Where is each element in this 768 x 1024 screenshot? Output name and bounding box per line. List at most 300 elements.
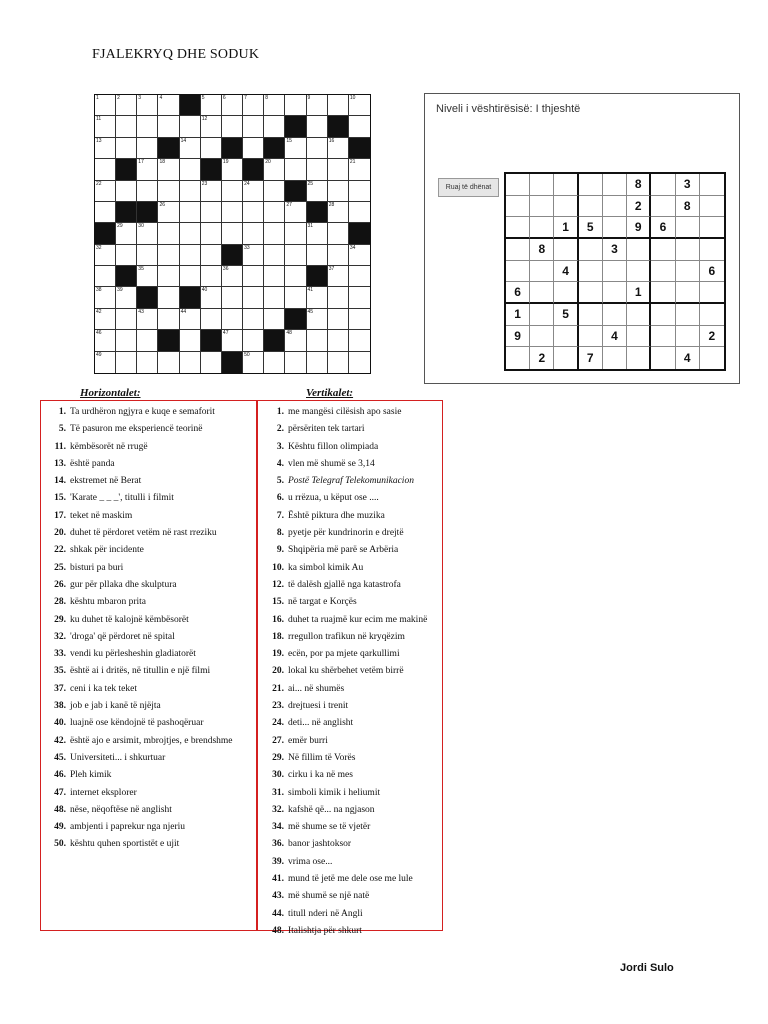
clue-text: ceni i ka tek teket bbox=[70, 683, 137, 694]
crossword-cell[interactable] bbox=[328, 202, 349, 223]
crossword-cell[interactable] bbox=[264, 159, 285, 180]
sudoku-cell[interactable] bbox=[506, 261, 530, 283]
sudoku-cell[interactable] bbox=[676, 282, 700, 304]
crossword-cell[interactable] bbox=[349, 330, 370, 351]
clue-text: më shume se të vjetër bbox=[288, 822, 371, 833]
clue-text: teket në maskim bbox=[70, 510, 133, 521]
crossword-block bbox=[201, 159, 222, 180]
crossword-cell[interactable] bbox=[137, 245, 158, 266]
crossword-cell[interactable] bbox=[285, 138, 306, 159]
crossword-cell[interactable] bbox=[180, 352, 201, 373]
crossword-cell[interactable] bbox=[137, 116, 158, 137]
clue-text: 'Karate _ _ _', titulli i filmit bbox=[70, 493, 174, 504]
crossword-clue-number: 50 bbox=[244, 351, 250, 358]
crossword-clue-number: 2 bbox=[117, 95, 120, 101]
sudoku-cell[interactable] bbox=[651, 196, 675, 218]
sudoku-cell[interactable] bbox=[530, 196, 554, 218]
sudoku-cell[interactable] bbox=[603, 304, 627, 326]
clue-number: 45. bbox=[54, 752, 66, 763]
clue-text: më shumë se një natë bbox=[288, 891, 370, 902]
crossword-cell[interactable] bbox=[201, 352, 222, 373]
crossword-cell[interactable] bbox=[116, 352, 137, 373]
sudoku-cell[interactable] bbox=[651, 174, 675, 196]
sudoku-cell[interactable] bbox=[651, 347, 675, 369]
crossword-cell[interactable] bbox=[222, 266, 243, 287]
crossword-cell[interactable] bbox=[222, 181, 243, 202]
crossword-cell[interactable] bbox=[328, 223, 349, 244]
crossword-cell[interactable] bbox=[328, 245, 349, 266]
crossword-cell[interactable] bbox=[180, 330, 201, 351]
vertical-clues-heading: Vertikalet: bbox=[306, 387, 354, 399]
crossword-cell[interactable] bbox=[222, 223, 243, 244]
sudoku-cell[interactable] bbox=[651, 326, 675, 348]
crossword-block bbox=[349, 223, 370, 244]
sudoku-cell[interactable] bbox=[700, 282, 724, 304]
clue-text: kafshë që... na ngjason bbox=[288, 804, 375, 815]
clue-number: 18. bbox=[272, 631, 284, 642]
crossword-cell[interactable] bbox=[285, 202, 306, 223]
clue-item bbox=[45, 473, 253, 490]
crossword-cell[interactable] bbox=[328, 138, 349, 159]
crossword-cell[interactable] bbox=[264, 352, 285, 373]
clue-number: 47. bbox=[54, 787, 66, 798]
clue-number: 49. bbox=[54, 822, 66, 833]
sudoku-cell[interactable] bbox=[579, 261, 603, 283]
sudoku-cell[interactable] bbox=[700, 217, 724, 239]
clue-number: 46. bbox=[54, 770, 66, 781]
crossword-cell[interactable] bbox=[328, 309, 349, 330]
sudoku-cell[interactable] bbox=[530, 174, 554, 196]
clue-item bbox=[45, 542, 253, 559]
clue-number: 3. bbox=[276, 441, 284, 452]
crossword-cell[interactable] bbox=[116, 138, 137, 159]
sudoku-cell[interactable] bbox=[530, 326, 554, 348]
clue-number: 43. bbox=[272, 891, 284, 902]
crossword-cell[interactable] bbox=[180, 245, 201, 266]
crossword-cell[interactable] bbox=[137, 95, 158, 116]
sudoku-cell[interactable] bbox=[700, 174, 724, 196]
crossword-cell[interactable] bbox=[201, 202, 222, 223]
crossword-cell[interactable] bbox=[307, 181, 328, 202]
clue-text: u rrëzua, u këput ose .... bbox=[288, 493, 379, 504]
sudoku-cell[interactable] bbox=[506, 347, 530, 369]
crossword-cell[interactable] bbox=[180, 116, 201, 137]
sudoku-cell[interactable] bbox=[603, 174, 627, 196]
crossword-cell[interactable] bbox=[158, 159, 179, 180]
clue-text: vlen më shumë se 3,14 bbox=[288, 458, 375, 469]
sudoku-cell[interactable] bbox=[579, 174, 603, 196]
crossword-cell[interactable] bbox=[349, 116, 370, 137]
crossword-cell[interactable] bbox=[349, 266, 370, 287]
crossword-cell[interactable] bbox=[95, 116, 116, 137]
crossword-cell[interactable] bbox=[307, 116, 328, 137]
sudoku-cell: 5 bbox=[579, 217, 603, 239]
save-data-button[interactable]: Ruaj të dhënat bbox=[438, 178, 499, 197]
crossword-cell[interactable] bbox=[328, 266, 349, 287]
clue-number: 8. bbox=[276, 528, 284, 539]
crossword-cell[interactable] bbox=[180, 202, 201, 223]
crossword-cell[interactable] bbox=[158, 223, 179, 244]
crossword-cell[interactable] bbox=[264, 202, 285, 223]
sudoku-cell[interactable] bbox=[700, 196, 724, 218]
crossword-cell[interactable] bbox=[222, 202, 243, 223]
clue-text: në targat e Korçës bbox=[288, 597, 357, 608]
crossword-cell[interactable] bbox=[95, 309, 116, 330]
clue-item bbox=[263, 508, 443, 525]
crossword-cell[interactable] bbox=[328, 352, 349, 373]
crossword-cell[interactable] bbox=[307, 287, 328, 308]
crossword-cell[interactable] bbox=[95, 330, 116, 351]
clue-item bbox=[45, 594, 253, 611]
crossword-cell[interactable] bbox=[95, 266, 116, 287]
crossword-cell[interactable] bbox=[243, 116, 264, 137]
sudoku-cell[interactable] bbox=[530, 261, 554, 283]
sudoku-cell[interactable] bbox=[554, 196, 578, 218]
crossword-clue-number: 23 bbox=[201, 180, 208, 187]
clue-item bbox=[45, 421, 253, 438]
crossword-cell[interactable] bbox=[201, 181, 222, 202]
sudoku-cell[interactable] bbox=[676, 304, 700, 326]
crossword-cell[interactable] bbox=[222, 159, 243, 180]
clue-item bbox=[263, 439, 443, 456]
crossword-cell[interactable] bbox=[264, 309, 285, 330]
crossword-cell[interactable] bbox=[158, 116, 179, 137]
sudoku-cell[interactable] bbox=[530, 304, 554, 326]
crossword-cell[interactable] bbox=[328, 95, 349, 116]
crossword-cell[interactable] bbox=[95, 138, 116, 159]
crossword-clue-number: 42 bbox=[96, 308, 102, 315]
sudoku-cell[interactable] bbox=[651, 239, 675, 261]
clue-number: 5. bbox=[58, 424, 66, 435]
sudoku-cell[interactable] bbox=[579, 239, 603, 261]
clue-number: 13. bbox=[54, 458, 66, 469]
sudoku-cell[interactable] bbox=[506, 174, 530, 196]
clue-item bbox=[263, 767, 443, 784]
crossword-cell[interactable] bbox=[349, 202, 370, 223]
sudoku-cell[interactable] bbox=[651, 282, 675, 304]
sudoku-cell: 3 bbox=[676, 174, 700, 196]
crossword-clue-number: 36 bbox=[222, 266, 229, 273]
crossword-cell[interactable] bbox=[243, 287, 264, 308]
clue-item bbox=[263, 663, 443, 680]
crossword-cell[interactable] bbox=[137, 138, 158, 159]
sudoku-cell[interactable] bbox=[506, 217, 530, 239]
crossword-cell[interactable] bbox=[201, 116, 222, 137]
sudoku-cell[interactable] bbox=[603, 347, 627, 369]
clue-number: 33. bbox=[54, 649, 66, 660]
crossword-cell[interactable] bbox=[116, 330, 137, 351]
crossword-cell[interactable] bbox=[116, 181, 137, 202]
crossword-cell[interactable] bbox=[307, 159, 328, 180]
clue-item bbox=[263, 888, 443, 905]
crossword-cell[interactable] bbox=[243, 330, 264, 351]
crossword-block bbox=[116, 202, 137, 223]
clue-text: lokal ku shërbehet vetëm birrë bbox=[288, 666, 404, 677]
sudoku-cell[interactable] bbox=[579, 326, 603, 348]
crossword-cell[interactable] bbox=[349, 352, 370, 373]
crossword-cell[interactable] bbox=[222, 287, 243, 308]
sudoku-cell[interactable] bbox=[554, 326, 578, 348]
crossword-clue-number: 27 bbox=[286, 201, 292, 208]
clue-text: gur për pllaka dhe skulptura bbox=[70, 579, 177, 590]
clue-number: 28. bbox=[54, 597, 66, 608]
crossword-cell[interactable] bbox=[349, 159, 370, 180]
clue-number: 12. bbox=[272, 579, 284, 590]
sudoku-cell[interactable] bbox=[627, 261, 651, 283]
crossword-cell[interactable] bbox=[116, 309, 137, 330]
clue-number: 39. bbox=[272, 856, 284, 867]
crossword-cell[interactable] bbox=[264, 287, 285, 308]
crossword-cell[interactable] bbox=[307, 95, 328, 116]
crossword-block bbox=[222, 245, 243, 266]
sudoku-cell[interactable] bbox=[579, 304, 603, 326]
clue-number: 42. bbox=[54, 735, 66, 746]
crossword-cell[interactable] bbox=[137, 330, 158, 351]
crossword-cell[interactable] bbox=[243, 245, 264, 266]
sudoku-cell[interactable] bbox=[530, 282, 554, 304]
sudoku-cell[interactable] bbox=[627, 304, 651, 326]
crossword-cell[interactable] bbox=[201, 95, 222, 116]
sudoku-cell[interactable] bbox=[627, 347, 651, 369]
sudoku-cell[interactable] bbox=[579, 282, 603, 304]
crossword-block bbox=[158, 138, 179, 159]
sudoku-cell[interactable] bbox=[506, 239, 530, 261]
sudoku-cell[interactable] bbox=[700, 347, 724, 369]
clue-item bbox=[263, 733, 443, 750]
crossword-clue-number: 41 bbox=[307, 287, 314, 294]
crossword-block bbox=[222, 138, 243, 159]
sudoku-cell[interactable] bbox=[554, 174, 578, 196]
crossword-cell[interactable] bbox=[285, 287, 306, 308]
sudoku-cell[interactable] bbox=[676, 261, 700, 283]
clue-number: 20. bbox=[54, 528, 66, 539]
sudoku-cell: 5 bbox=[554, 304, 578, 326]
crossword-cell[interactable] bbox=[116, 245, 137, 266]
clue-number: 27. bbox=[272, 735, 284, 746]
crossword-cell[interactable] bbox=[137, 266, 158, 287]
crossword-cell[interactable] bbox=[243, 181, 264, 202]
crossword-cell[interactable] bbox=[137, 181, 158, 202]
crossword-cell[interactable] bbox=[307, 223, 328, 244]
clue-number: 2. bbox=[276, 424, 284, 435]
crossword-cell[interactable] bbox=[137, 159, 158, 180]
crossword-cell[interactable] bbox=[307, 352, 328, 373]
crossword-cell[interactable] bbox=[180, 181, 201, 202]
crossword-clue-number: 11 bbox=[96, 116, 102, 123]
clue-text: simboli kimik i heliumit bbox=[288, 787, 381, 798]
sudoku-cell[interactable] bbox=[603, 217, 627, 239]
crossword-cell[interactable] bbox=[201, 245, 222, 266]
sudoku-cell[interactable] bbox=[676, 239, 700, 261]
crossword-cell[interactable] bbox=[243, 266, 264, 287]
crossword-cell[interactable] bbox=[95, 352, 116, 373]
crossword-cell[interactable] bbox=[180, 309, 201, 330]
crossword-cell[interactable] bbox=[137, 223, 158, 244]
crossword-cell[interactable] bbox=[116, 116, 137, 137]
crossword-cell[interactable] bbox=[243, 309, 264, 330]
crossword-cell[interactable] bbox=[222, 95, 243, 116]
sudoku-cell[interactable] bbox=[603, 261, 627, 283]
sudoku-cell[interactable] bbox=[554, 282, 578, 304]
sudoku-cell[interactable] bbox=[700, 304, 724, 326]
sudoku-cell[interactable] bbox=[554, 239, 578, 261]
crossword-block bbox=[264, 330, 285, 351]
crossword-clue-number: 4 bbox=[159, 95, 163, 101]
crossword-cell[interactable] bbox=[95, 287, 116, 308]
sudoku-cell[interactable] bbox=[627, 239, 651, 261]
crossword-cell[interactable] bbox=[328, 330, 349, 351]
crossword-cell[interactable] bbox=[201, 287, 222, 308]
clue-number: 11. bbox=[54, 441, 66, 452]
crossword-cell[interactable] bbox=[158, 245, 179, 266]
crossword-cell[interactable] bbox=[328, 159, 349, 180]
crossword-cell[interactable] bbox=[307, 330, 328, 351]
crossword-cell[interactable] bbox=[158, 266, 179, 287]
sudoku-cell: 6 bbox=[506, 282, 530, 304]
crossword-cell[interactable] bbox=[201, 138, 222, 159]
sudoku-cell[interactable] bbox=[603, 196, 627, 218]
sudoku-cell: 2 bbox=[627, 196, 651, 218]
sudoku-cell[interactable] bbox=[676, 217, 700, 239]
crossword-clue-number: 25 bbox=[307, 180, 314, 187]
crossword-cell[interactable] bbox=[264, 223, 285, 244]
clue-number: 1. bbox=[58, 407, 66, 417]
clue-text: internet eksplorer bbox=[70, 787, 137, 798]
crossword-cell[interactable] bbox=[285, 95, 306, 116]
clue-text: emër burri bbox=[288, 735, 328, 746]
clue-text: job e jab i kanë të njëjta bbox=[70, 701, 161, 712]
crossword-cell[interactable] bbox=[180, 223, 201, 244]
crossword-clue-number: 45 bbox=[307, 308, 314, 315]
crossword-clue-number: 44 bbox=[180, 308, 187, 315]
crossword-cell[interactable] bbox=[201, 266, 222, 287]
crossword-cell[interactable] bbox=[349, 309, 370, 330]
clue-number: 16. bbox=[272, 614, 284, 625]
crossword-cell[interactable] bbox=[264, 266, 285, 287]
crossword-cell[interactable] bbox=[180, 159, 201, 180]
sudoku-cell[interactable] bbox=[506, 196, 530, 218]
clue-number: 20. bbox=[272, 666, 284, 677]
clue-text: cirku i ka në mes bbox=[288, 770, 353, 781]
clue-item bbox=[45, 439, 253, 456]
crossword-block bbox=[137, 202, 158, 223]
crossword-cell[interactable] bbox=[328, 287, 349, 308]
crossword-cell[interactable] bbox=[158, 352, 179, 373]
sudoku-cell: 2 bbox=[700, 326, 724, 348]
crossword-clue-number: 9 bbox=[307, 95, 311, 101]
crossword-cell[interactable] bbox=[222, 309, 243, 330]
clue-item bbox=[45, 577, 253, 594]
crossword-cell[interactable] bbox=[116, 223, 137, 244]
crossword-cell[interactable] bbox=[264, 116, 285, 137]
crossword-cell[interactable] bbox=[180, 138, 201, 159]
crossword-block bbox=[180, 287, 201, 308]
sudoku-cell[interactable] bbox=[603, 282, 627, 304]
clue-text: duhet ta ruajmë kur ecim me makinë bbox=[288, 614, 428, 625]
crossword-cell[interactable] bbox=[243, 138, 264, 159]
crossword-clue-number: 19 bbox=[222, 159, 229, 166]
crossword-cell[interactable] bbox=[307, 138, 328, 159]
crossword-cell[interactable] bbox=[158, 287, 179, 308]
sudoku-cell[interactable] bbox=[651, 261, 675, 283]
crossword-block bbox=[116, 159, 137, 180]
crossword-cell[interactable] bbox=[201, 309, 222, 330]
crossword-cell[interactable] bbox=[243, 223, 264, 244]
crossword-cell[interactable] bbox=[95, 202, 116, 223]
crossword-cell[interactable] bbox=[137, 352, 158, 373]
clue-number: 29. bbox=[54, 614, 66, 625]
clue-item bbox=[263, 906, 443, 923]
clue-number: 31. bbox=[272, 787, 284, 798]
crossword-cell[interactable] bbox=[264, 95, 285, 116]
clue-item bbox=[263, 421, 443, 438]
crossword-block bbox=[222, 352, 243, 373]
crossword-cell[interactable] bbox=[158, 181, 179, 202]
crossword-cell[interactable] bbox=[95, 95, 116, 116]
crossword-cell[interactable] bbox=[222, 330, 243, 351]
sudoku-cell[interactable] bbox=[530, 217, 554, 239]
clue-item bbox=[45, 456, 253, 473]
crossword-clue-number: 18 bbox=[159, 159, 166, 166]
sudoku-cell[interactable] bbox=[554, 347, 578, 369]
clue-item bbox=[45, 819, 253, 836]
crossword-cell[interactable] bbox=[349, 287, 370, 308]
crossword-cell[interactable] bbox=[349, 95, 370, 116]
crossword-cell[interactable] bbox=[285, 352, 306, 373]
sudoku-cell[interactable] bbox=[627, 326, 651, 348]
clue-text: vrima ose... bbox=[288, 856, 333, 867]
crossword-cell[interactable] bbox=[264, 181, 285, 202]
crossword-cell[interactable] bbox=[95, 245, 116, 266]
clue-number: 15. bbox=[272, 597, 284, 608]
crossword-cell[interactable] bbox=[95, 181, 116, 202]
crossword-cell[interactable] bbox=[137, 309, 158, 330]
crossword-cell[interactable] bbox=[285, 330, 306, 351]
crossword-cell[interactable] bbox=[158, 309, 179, 330]
crossword-cell[interactable] bbox=[285, 159, 306, 180]
sudoku-cell[interactable] bbox=[579, 196, 603, 218]
crossword-cell[interactable] bbox=[243, 352, 264, 373]
clue-text: mund të jetë me dele ose me lule bbox=[288, 874, 413, 885]
clue-text: Është piktura dhe muzika bbox=[288, 510, 385, 521]
crossword-cell[interactable] bbox=[285, 266, 306, 287]
crossword-cell[interactable] bbox=[328, 181, 349, 202]
sudoku-cell[interactable] bbox=[676, 326, 700, 348]
crossword-cell[interactable] bbox=[285, 223, 306, 244]
crossword-cell[interactable] bbox=[349, 181, 370, 202]
crossword-cell[interactable] bbox=[116, 95, 137, 116]
crossword-cell[interactable] bbox=[349, 245, 370, 266]
horizontal-clues-heading: Horizontalet: bbox=[80, 387, 141, 399]
crossword-cell[interactable] bbox=[264, 245, 285, 266]
crossword-cell[interactable] bbox=[243, 202, 264, 223]
crossword-cell[interactable] bbox=[285, 245, 306, 266]
sudoku-cell[interactable] bbox=[651, 304, 675, 326]
crossword-cell[interactable] bbox=[95, 159, 116, 180]
crossword-clue-number: 13 bbox=[96, 137, 102, 144]
crossword-cell[interactable] bbox=[243, 95, 264, 116]
crossword-cell[interactable] bbox=[307, 245, 328, 266]
sudoku-cell: 1 bbox=[506, 304, 530, 326]
crossword-cell[interactable] bbox=[158, 95, 179, 116]
crossword-cell[interactable] bbox=[180, 266, 201, 287]
crossword-cell[interactable] bbox=[307, 309, 328, 330]
sudoku-cell[interactable] bbox=[700, 239, 724, 261]
crossword-cell[interactable] bbox=[222, 116, 243, 137]
crossword-cell[interactable] bbox=[116, 287, 137, 308]
crossword-cell[interactable] bbox=[201, 223, 222, 244]
crossword-cell[interactable] bbox=[158, 202, 179, 223]
